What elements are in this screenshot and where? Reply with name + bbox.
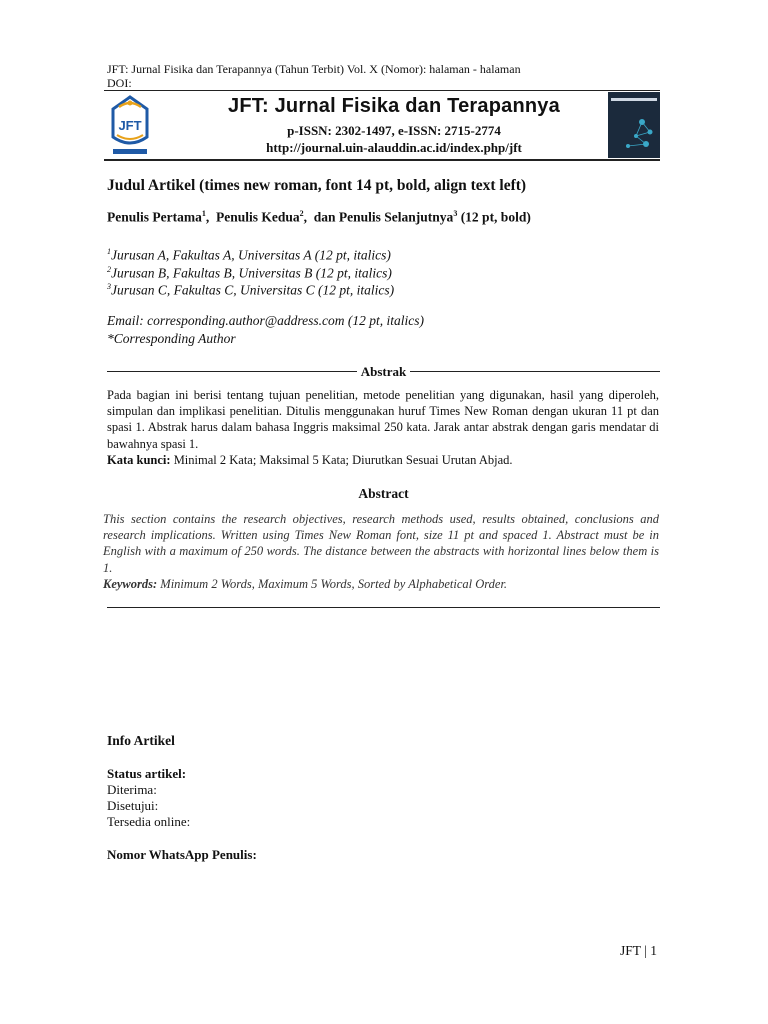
affiliation-3	[107, 278, 394, 300]
affiliation-3-text: Jurusan C, Fakultas C, Universitas C (12 pt, italics)	[111, 282, 395, 298]
affiliation-3-sup: 3	[107, 282, 111, 291]
doi-label: DOI:	[107, 76, 132, 90]
page-number: JFT | 1	[620, 943, 657, 958]
author-3-sup: 3	[453, 209, 458, 218]
abstract-body: This section contains the research objectives, research methods used, results obtained, conclusions and research implications. Written using Times New Roman font, size 11 pt and spaced 1. Abstract must be in English with a maximum of 250 words. The distance between the abstracts with horizontal lines below them is 1.	[103, 512, 659, 575]
abstrak-keywords-text: Minimal 2 Kata; Maksimal 5 Kata; Diurutkan Sesuai Urutan Abjad.	[170, 453, 513, 467]
status-heading: Status artikel:	[107, 766, 187, 781]
abstrak-keywords-label: Kata kunci:	[107, 453, 171, 467]
author-list: Penulis Pertama$^1$, Penulis Kedua$^2$, dan Penulis Selanjutnya$^3$ (12 pt, bold)	[107, 209, 531, 225]
journal-url[interactable]: http://journal.uin-alauddin.ac.id/index.php/jft	[266, 140, 522, 155]
abstract-bottom-rule	[107, 607, 660, 608]
received-line: Diterima:	[107, 782, 157, 797]
abstrak-heading-wrap	[107, 363, 660, 381]
author-1-sup: 1	[201, 209, 206, 218]
journal-issn: p-ISSN: 2302-1497, e-ISSN: 2715-2774	[287, 123, 501, 138]
journal-cover-image	[608, 92, 660, 158]
author-3: dan Penulis Selanjutnya	[313, 209, 454, 225]
author-2: Penulis Kedua	[215, 209, 300, 225]
abstract-heading: Abstract	[358, 486, 409, 501]
author-note: (12 pt, bold)	[460, 209, 531, 225]
online-line: Tersedia online:	[107, 814, 191, 829]
author-2-sup: 2	[299, 209, 304, 218]
whatsapp-heading: Nomor WhatsApp Penulis:	[107, 847, 257, 862]
journal-logo-icon	[107, 93, 153, 157]
abstract-keywords	[103, 576, 659, 592]
running-header: JFT: Jurnal Fisika dan Terapannya (Tahun Terbit) Vol. X (Nomor): halaman - halaman	[107, 62, 521, 76]
info-heading: Info Artikel	[107, 733, 175, 748]
affiliation-1-text: Jurusan A, Fakultas A, Universitas A (12 pt, italics)	[111, 247, 391, 263]
affiliation-1-sup: 1	[107, 247, 111, 256]
corresponding-email: Email: corresponding.author@address.com (12 pt, italics)	[107, 313, 425, 328]
affiliation-2-text: Jurusan B, Fakultas B, Universitas B (12 pt, italics)	[111, 265, 392, 281]
article-title: Judul Artikel (times new roman, font 14 pt, bold, align text left)	[107, 177, 527, 194]
journal-title: JFT: Jurnal Fisika dan Terapannya	[228, 95, 560, 117]
corresponding-author-note: *Corresponding Author	[107, 331, 236, 346]
affiliation-2-sup: 2	[107, 265, 111, 274]
logo-text: JFT	[118, 118, 142, 133]
abstrak-body: Pada bagian ini berisi tentang tujuan penelitian, metode penelitian yang digunakan, hasil yang diperoleh, simpulan dan implikasi penelitian. Ditulis menggunakan huruf Times New Roman dengan ukuran 11 pt dan spasi 1. Abstrak harus dalam bahasa Inggris maksimal 250 kata. Jarak antar abstrak dengan garis mendatar di bawahnya spasi 1.	[107, 388, 659, 451]
abstrak-keywords	[107, 452, 659, 468]
journal-header	[104, 90, 660, 161]
author-1: Penulis Pertama	[107, 209, 202, 225]
abstrak-heading: Abstrak	[357, 364, 411, 379]
abstract-keywords-text: Minimum 2 Words, Maximum 5 Words, Sorted by Alphabetical Order.	[157, 577, 508, 591]
abstract-keywords-label: Keywords:	[103, 577, 158, 591]
approved-line: Disetujui:	[107, 798, 159, 813]
